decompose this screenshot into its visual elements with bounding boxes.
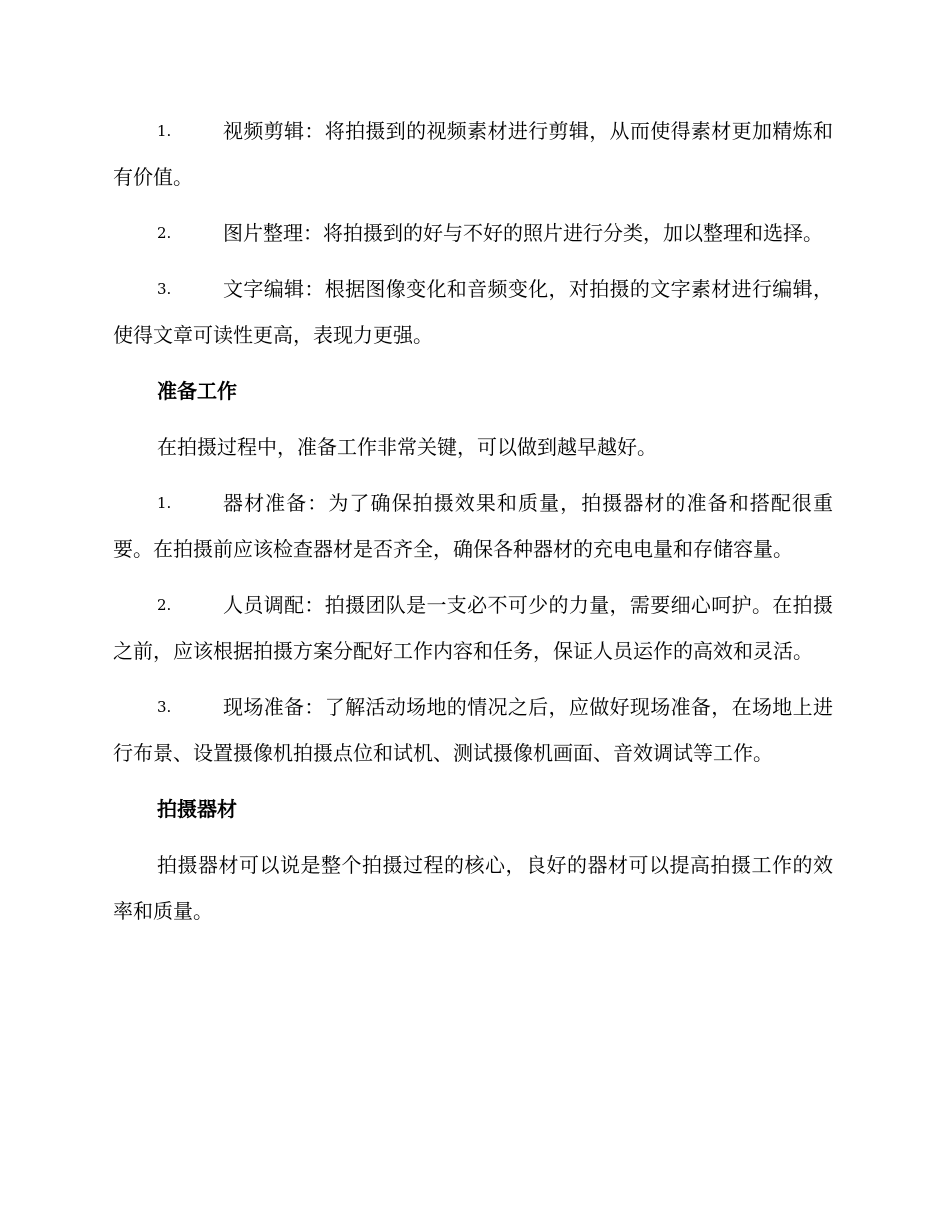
list-number: 1. <box>157 122 172 140</box>
section-heading-equipment: 拍摄器材 <box>157 797 237 821</box>
section-heading-preparation: 准备工作 <box>157 379 237 403</box>
section-intro-equipment: 拍摄器材可以说是整个拍摄过程的核心，良好的器材可以提高拍摄工作的效率和质量。 <box>113 853 833 923</box>
list-text: 文字编辑：根据图像变化和音频变化，对拍摄的文字素材进行编辑，使得文章可读性更高，表现力更强。 <box>113 277 833 347</box>
list-item <box>113 108 833 200</box>
list-text: 图片整理：将拍摄到的好与不好的照片进行分类，加以整理和选择。 <box>223 221 823 245</box>
list-text: 器材准备：为了确保拍摄效果和质量，拍摄器材的准备和搭配很重要。在拍摄前应该检查器材是否齐全，确保各种器材的充电电量和存储容量。 <box>113 491 833 561</box>
list-number: 3. <box>157 280 172 298</box>
list-item <box>113 582 833 674</box>
list-text: 现场准备：了解活动场地的情况之后，应做好现场准备，在场地上进行布景、设置摄像机拍摄点位和试机、测试摄像机画面、音效调试等工作。 <box>113 695 833 765</box>
list-item <box>113 266 833 358</box>
document-page <box>113 108 833 944</box>
list-item <box>113 480 833 572</box>
list-text: 人员调配：拍摄团队是一支必不可少的力量，需要细心呵护。在拍摄之前，应该根据拍摄方案分配好工作内容和任务，保证人员运作的高效和灵活。 <box>113 593 833 663</box>
list-item <box>113 684 833 776</box>
list-number: 2. <box>157 224 172 242</box>
list-text: 视频剪辑：将拍摄到的视频素材进行剪辑，从而使得素材更加精炼和有价值。 <box>113 119 833 189</box>
list-number: 2. <box>157 596 172 614</box>
list-number: 3. <box>157 698 172 716</box>
section-intro-preparation: 在拍摄过程中，准备工作非常关键，可以做到越早越好。 <box>157 435 657 459</box>
list-number: 1. <box>157 494 172 512</box>
list-item <box>113 210 833 256</box>
